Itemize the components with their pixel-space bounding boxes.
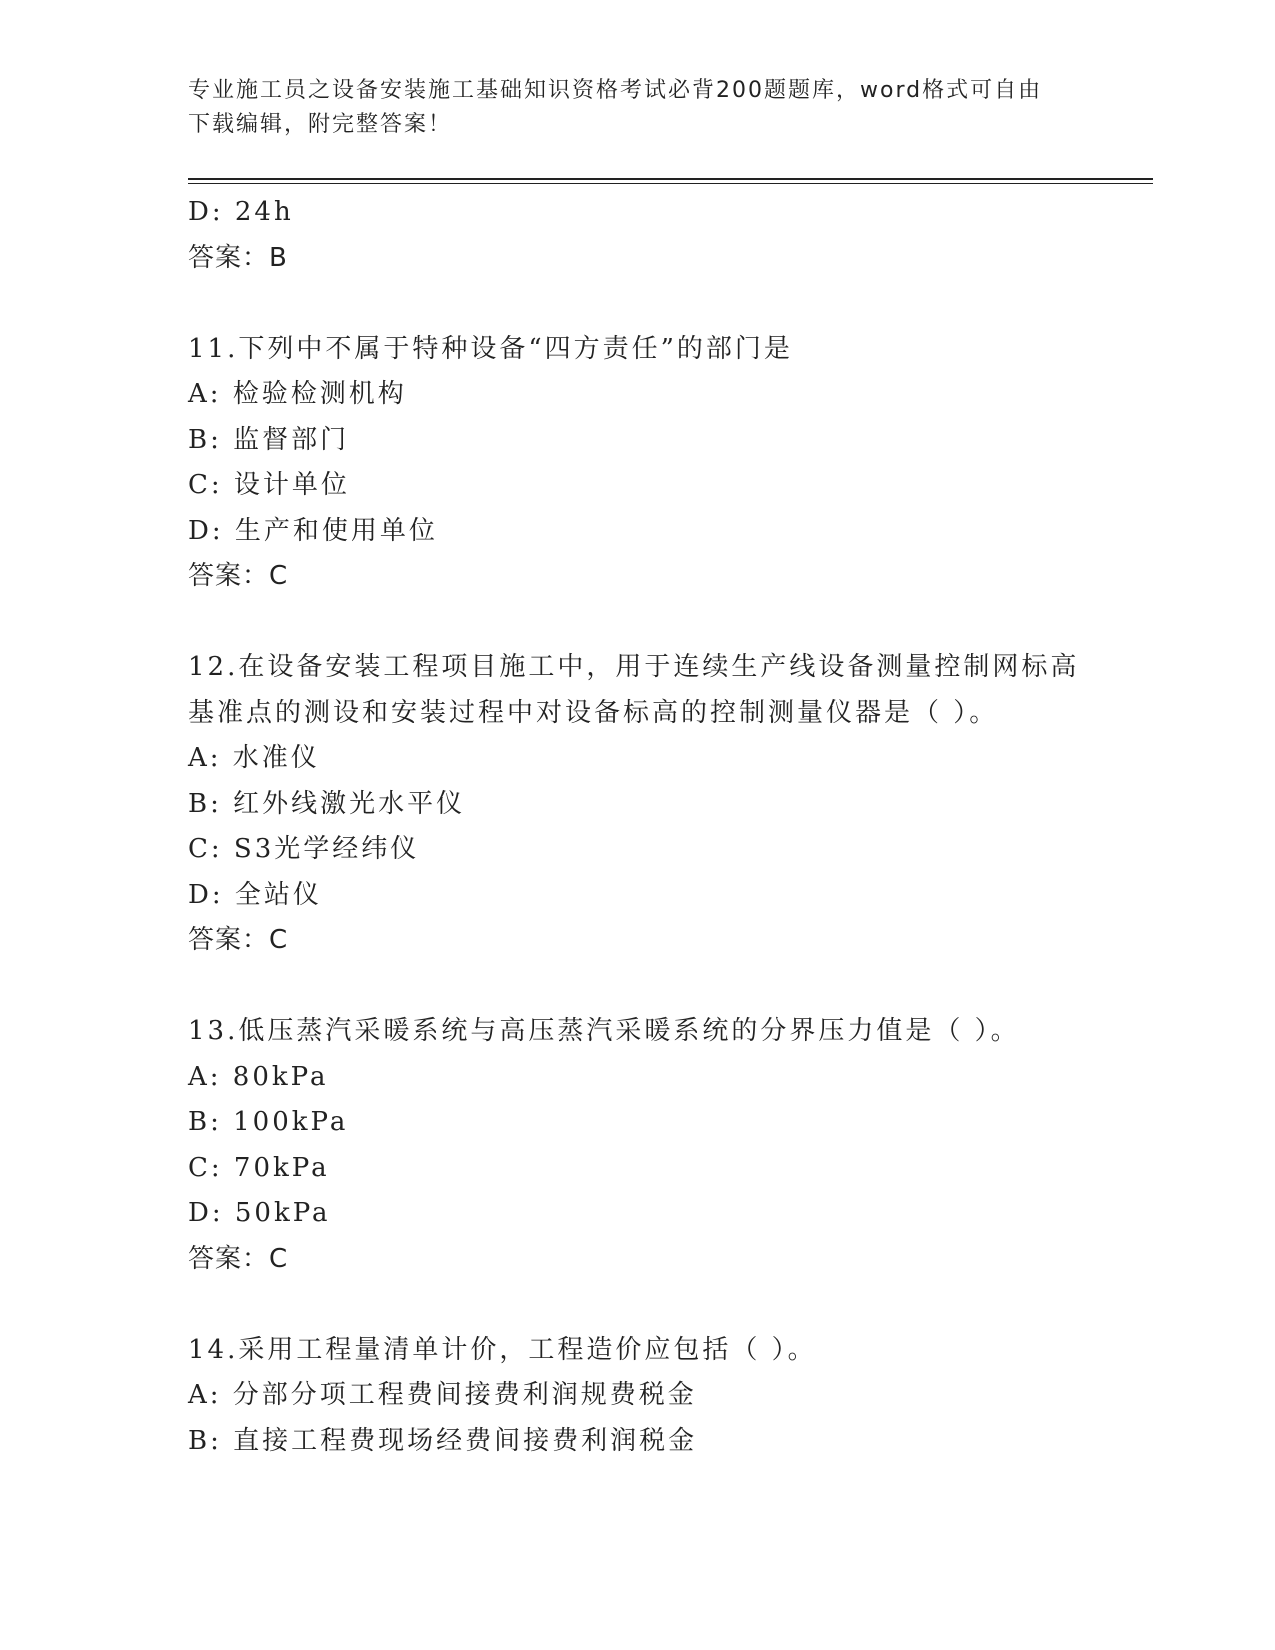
header-rule-thin bbox=[188, 183, 1153, 184]
question-list bbox=[188, 190, 1153, 1464]
option-c: C: S3光学经纬仪 bbox=[188, 834, 420, 864]
option-c: C: 设计单位 bbox=[188, 470, 350, 500]
question-stem: 11.下列中不属于特种设备“四方责任”的部门是 bbox=[188, 333, 793, 364]
option-b: B: 监督部门 bbox=[188, 424, 350, 455]
question-stem: 14.采用工程量清单计价，工程造价应包括（ ）。 bbox=[188, 1334, 817, 1365]
spacer bbox=[188, 281, 1153, 327]
question-12 bbox=[188, 645, 1153, 964]
answer-line: 答案：C bbox=[188, 925, 289, 955]
option-c: C: 70kPa bbox=[188, 1152, 330, 1183]
spacer bbox=[188, 1282, 1153, 1328]
header-rule-thick bbox=[188, 178, 1153, 180]
option-b: B: 红外线激光水平仪 bbox=[188, 788, 466, 819]
option-a: A: 检验检测机构 bbox=[188, 379, 407, 409]
option-a: A: 水准仪 bbox=[188, 743, 320, 773]
header-line-1: 专业施工员之设备安装施工基础知识资格考试必背200题题库，word格式可自由 bbox=[188, 78, 1043, 103]
previous-question-tail bbox=[188, 190, 1153, 281]
option-d: D: 生产和使用单位 bbox=[188, 515, 438, 546]
option-a: A: 80kPa bbox=[188, 1061, 329, 1092]
question-stem-line-2: 基准点的测设和安装过程中对设备标高的控制测量仪器是（ ）。 bbox=[188, 697, 999, 728]
option-b: B: 100kPa bbox=[188, 1107, 349, 1137]
option-b: B: 直接工程费现场经费间接费利润税金 bbox=[188, 1425, 698, 1456]
answer-line: 答案：B bbox=[188, 242, 288, 273]
question-14 bbox=[188, 1328, 1153, 1465]
answer-line: 答案：C bbox=[188, 1243, 289, 1274]
spacer bbox=[188, 964, 1153, 1010]
page-header bbox=[188, 74, 1088, 142]
option-d: D: 24h bbox=[188, 197, 294, 227]
option-d: D: 全站仪 bbox=[188, 879, 322, 910]
spacer bbox=[188, 600, 1153, 646]
option-a: A: 分部分项工程费间接费利润规费税金 bbox=[188, 1380, 697, 1410]
question-stem-line-1: 12.在设备安装工程项目施工中，用于连续生产线设备测量控制网标高 bbox=[188, 652, 1080, 682]
question-11 bbox=[188, 327, 1153, 600]
question-stem: 13.低压蒸汽采暖系统与高压蒸汽采暖系统的分界压力值是（ ）。 bbox=[188, 1016, 1020, 1046]
header-line-2: 下载编辑，附完整答案！ bbox=[188, 112, 453, 137]
option-d: D: 50kPa bbox=[188, 1198, 331, 1228]
answer-line: 答案：C bbox=[188, 561, 289, 591]
question-13 bbox=[188, 1009, 1153, 1282]
